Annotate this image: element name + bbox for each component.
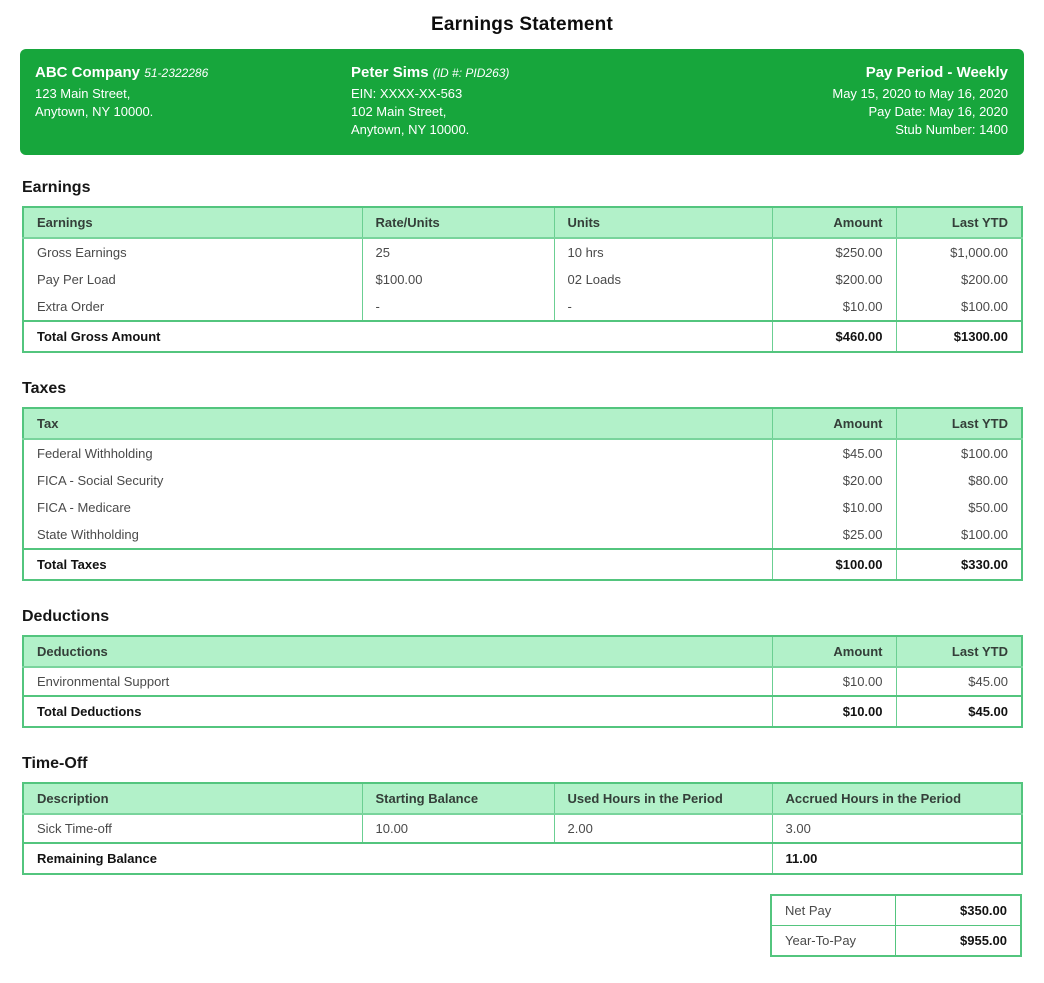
column-header: Starting Balance [362, 783, 554, 814]
table-cell: State Withholding [37, 527, 139, 542]
total-row [23, 696, 1022, 727]
company-address-line1: 123 Main Street, [35, 86, 131, 101]
total-value: $1300.00 [896, 321, 1022, 352]
table-header-row [23, 783, 1022, 814]
table-cell: $20.00 [772, 467, 896, 494]
table-cell: 3.00 [772, 814, 1022, 843]
pay-period-title: Pay Period - Weekly [865, 64, 1008, 81]
time-off-section-heading: Time-Off [22, 755, 88, 772]
column-header: Last YTD [896, 408, 1022, 439]
table-cell: Sick Time-off [37, 821, 112, 836]
column-header: Amount [772, 207, 896, 238]
table-cell: $45.00 [896, 667, 1022, 696]
deductions-section [22, 608, 1022, 728]
table-cell: FICA - Social Security [37, 473, 164, 488]
total-label: Total Taxes [23, 549, 772, 580]
table-row [23, 467, 1022, 494]
employee-address-line2: Anytown, NY 10000. [351, 122, 470, 137]
table-cell: Gross Earnings [37, 245, 127, 260]
table-header-row [23, 636, 1022, 667]
column-header: Amount [772, 408, 896, 439]
total-label: Total Gross Amount [23, 321, 772, 352]
total-row [23, 549, 1022, 580]
column-header: Tax [23, 408, 772, 439]
table-row [23, 814, 1022, 843]
table-cell: $100.00 [362, 266, 554, 293]
table-cell: 02 Loads [554, 266, 772, 293]
employee-ein: EIN: XXXX-XX-563 [351, 86, 463, 101]
column-header: Deductions [23, 636, 772, 667]
company-tax-id: 51-2322286 [144, 66, 209, 80]
time-off-section [22, 755, 1022, 875]
taxes-table [22, 407, 1023, 581]
table-cell: $100.00 [896, 293, 1022, 321]
taxes-section-heading: Taxes [22, 380, 67, 397]
table-row [771, 895, 1021, 926]
table-row [23, 238, 1022, 266]
column-header: Last YTD [896, 207, 1022, 238]
total-value: $100.00 [772, 549, 896, 580]
stub-number: Stub Number: 1400 [895, 122, 1008, 137]
table-cell: Net Pay [771, 895, 895, 926]
table-cell: $955.00 [895, 926, 1021, 957]
employee-name: Peter Sims [351, 64, 429, 81]
table-cell: 10 hrs [554, 238, 772, 266]
net-pay-summary-table [770, 894, 1022, 957]
table-cell: Year-To-Pay [771, 926, 895, 957]
employee-info [351, 63, 678, 139]
column-header: Rate/Units [362, 207, 554, 238]
table-cell: - [554, 293, 772, 321]
earnings-table [22, 206, 1023, 353]
column-header: Units [554, 207, 772, 238]
taxes-section [22, 380, 1022, 581]
table-header-row [23, 408, 1022, 439]
total-value: $45.00 [896, 696, 1022, 727]
column-header: Last YTD [896, 636, 1022, 667]
table-cell: $100.00 [896, 521, 1022, 549]
table-cell: $350.00 [895, 895, 1021, 926]
total-label: Remaining Balance [23, 843, 772, 874]
company-name-line [35, 63, 351, 83]
table-cell: $100.00 [896, 439, 1022, 467]
table-cell: 25 [362, 238, 554, 266]
table-cell: $200.00 [772, 266, 896, 293]
table-cell: Federal Withholding [37, 446, 153, 461]
company-address-line2: Anytown, NY 10000. [35, 104, 154, 119]
table-cell: $10.00 [772, 667, 896, 696]
deductions-table [22, 635, 1023, 728]
total-value: $330.00 [896, 549, 1022, 580]
statement-header-band [20, 49, 1024, 155]
table-cell: 2.00 [554, 814, 772, 843]
column-header: Earnings [23, 207, 362, 238]
company-name: ABC Company [35, 64, 141, 81]
table-row [23, 667, 1022, 696]
table-cell: $80.00 [896, 467, 1022, 494]
table-cell: 10.00 [362, 814, 554, 843]
pay-period-range: May 15, 2020 to May 16, 2020 [832, 86, 1008, 101]
table-cell: $250.00 [772, 238, 896, 266]
table-row [23, 266, 1022, 293]
page-title: Earnings Statement [430, 14, 614, 35]
column-header: Used Hours in the Period [554, 783, 772, 814]
table-cell: $25.00 [772, 521, 896, 549]
column-header: Amount [772, 636, 896, 667]
table-row [771, 926, 1021, 957]
time-off-table [22, 782, 1023, 875]
employee-address-line1: 102 Main Street, [351, 104, 447, 119]
pay-date: Pay Date: May 16, 2020 [868, 104, 1008, 119]
total-value: 11.00 [772, 843, 1022, 874]
total-label: Total Deductions [23, 696, 772, 727]
table-cell: $10.00 [772, 494, 896, 521]
table-header-row [23, 207, 1022, 238]
table-row [23, 293, 1022, 321]
table-cell: $50.00 [896, 494, 1022, 521]
deductions-section-heading: Deductions [22, 608, 110, 625]
employee-id: (ID #: PID263) [432, 66, 510, 80]
total-row [23, 843, 1022, 874]
table-row [23, 439, 1022, 467]
total-row [23, 321, 1022, 352]
table-cell: - [362, 293, 554, 321]
pay-period-info [678, 63, 1008, 139]
column-header: Accrued Hours in the Period [772, 783, 1022, 814]
table-cell: $1,000.00 [896, 238, 1022, 266]
table-row [23, 521, 1022, 549]
column-header: Description [23, 783, 362, 814]
table-cell: $10.00 [772, 293, 896, 321]
earnings-section [22, 179, 1022, 353]
table-cell: Environmental Support [37, 674, 170, 689]
table-cell: Pay Per Load [37, 272, 116, 287]
table-cell: $200.00 [896, 266, 1022, 293]
table-cell: Extra Order [37, 299, 105, 314]
employee-name-line [351, 63, 678, 83]
company-info [35, 63, 351, 139]
table-cell: FICA - Medicare [37, 500, 131, 515]
total-value: $460.00 [772, 321, 896, 352]
earnings-section-heading: Earnings [22, 179, 91, 196]
table-row [23, 494, 1022, 521]
table-cell: $45.00 [772, 439, 896, 467]
total-value: $10.00 [772, 696, 896, 727]
